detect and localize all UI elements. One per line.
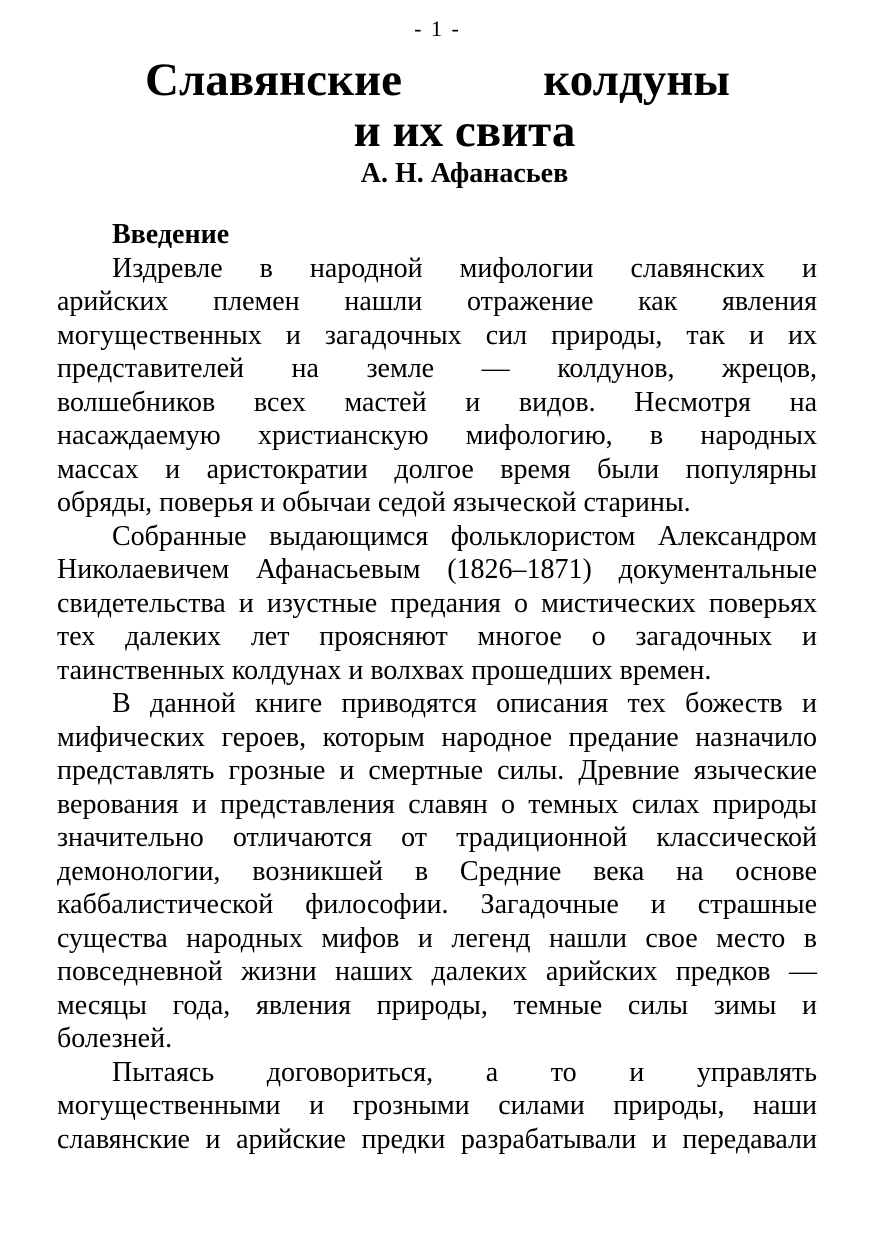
section-heading: Введение <box>112 219 230 250</box>
text-line: насаждаемую христианскую мифологию, в народных <box>57 420 817 451</box>
text-line: Издревле в народной мифологии славянских и <box>112 252 817 284</box>
text-line: Собранные выдающимся фольклористом Александром <box>112 520 817 552</box>
text-line: таинственных колдунах и волхвах прошедших времен. <box>57 654 712 686</box>
book-title-line2: и их свита <box>353 105 576 157</box>
title-word-left: Славянские <box>145 54 402 106</box>
text-line: массах и аристократии долгое время были популярны <box>57 453 817 485</box>
text-line: могущественных и загадочных сил природы, так и их <box>57 319 817 351</box>
author-name: А. Н. Афанасьев <box>360 158 569 189</box>
text-line: верования и представления славян о темных силах природы <box>57 788 817 820</box>
text-line: представителей на земле — колдунов, жрецов, <box>57 353 817 384</box>
book-title-line1 <box>145 54 730 106</box>
page-number: - 1 - <box>414 16 461 41</box>
book-page <box>0 16 875 1256</box>
text-line: волшебников всех мастей и видов. Несмотря на <box>57 386 817 418</box>
text-line: повседневной жизни наших далеких арийских предков — <box>57 956 817 987</box>
page-content <box>57 218 817 1156</box>
text-line: славянские и арийские предки разрабатывали и передавали <box>57 1123 817 1155</box>
text-line: представлять грозные и смертные силы. Древние языческие <box>57 755 817 786</box>
text-line: значительно отличаются от традиционной классической <box>57 822 817 853</box>
text-line: могущественными и грозными силами природы, наши <box>57 1090 817 1121</box>
text-line: В данной книге приводятся описания тех божеств и <box>112 688 817 719</box>
text-line: каббалистической философии. Загадочные и страшные <box>57 889 817 920</box>
text-line: демонологии, возникшей в Средние века на основе <box>57 855 817 887</box>
text-line: Пытаясь договориться, а то и управлять <box>112 1056 817 1088</box>
text-line: мифических героев, которым народное предание назначило <box>57 721 817 753</box>
text-line: обряды, поверья и обычаи седой языческой старины. <box>57 487 691 518</box>
text-line: существа народных мифов и легенд нашли свое место в <box>57 922 817 954</box>
text-line: тех далеких лет проясняют многое о загадочных и <box>57 621 817 652</box>
text-line: месяцы года, явления природы, темные силы зимы и <box>57 989 817 1021</box>
text-line: арийских племен нашли отражение как явления <box>57 286 817 317</box>
text-line: Николаевичем Афанасьевым (1826–1871) документальные <box>57 554 817 585</box>
text-line: болезней. <box>57 1023 173 1054</box>
title-word-right: колдуны <box>543 54 730 106</box>
text-line: свидетельства и изустные предания о мистических поверьях <box>57 587 817 619</box>
